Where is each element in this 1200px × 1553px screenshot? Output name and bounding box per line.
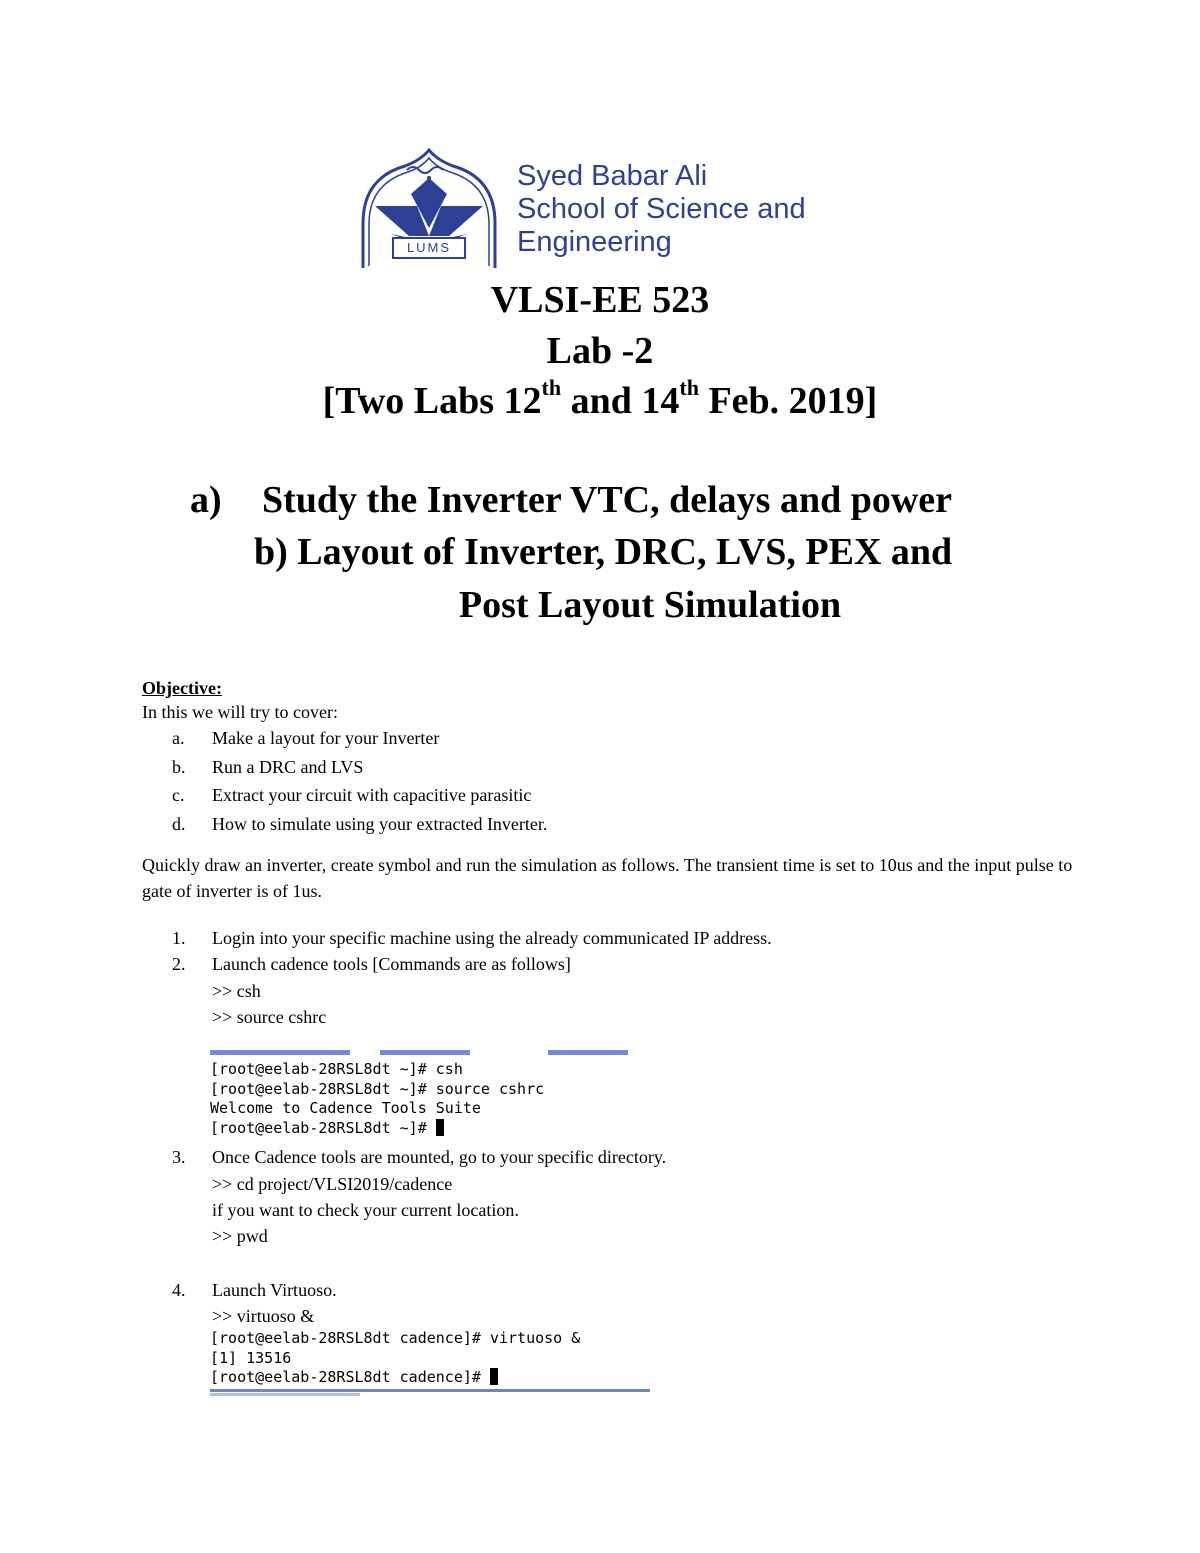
list-item [172,724,547,753]
command-line: >> cd project/VLSI2019/cadence [212,1174,453,1194]
terminal-fragment [380,1050,470,1055]
step-item [172,951,571,977]
school-name [517,160,806,259]
objective-list [172,724,547,838]
terminal-line [210,1368,580,1388]
terminal-fragment [548,1050,628,1055]
lab-goal-a-text: Study the Inverter VTC, delays and power [262,479,953,521]
terminal-line: [1] 13516 [210,1348,292,1367]
list-item-text: Extract your circuit with capacitive parasitic [212,785,532,805]
list-marker: d. [172,813,186,834]
lab-goal-a-label: a) [190,479,222,521]
instructions-paragraph: Quickly draw an inverter, create symbol and run the simulation as follows. The transient time is set to 10us and the input pulse to gate of inverter is of 1us. [142,855,1073,901]
objective-intro: In this we will try to cover: [142,702,338,722]
school-name-line: Syed Babar Ali [517,160,708,192]
lab-dates-mid: and 14 [561,380,680,422]
list-item-text: Make a layout for your Inverter [212,728,440,748]
terminal-line: Welcome to Cadence Tools Suite [210,1099,481,1117]
terminal-screenshot-2 [210,1329,580,1388]
list-item [172,810,547,839]
lab-goal-b: b) Layout of Inverter, DRC, LVS, PEX and [254,531,953,573]
cursor-block-icon [490,1368,498,1385]
terminal-prompt: [root@eelab-28RSL8dt ~]# [210,1118,436,1137]
terminal-line [210,1119,544,1139]
step-text: Login into your specific machine using the already communicated IP address. [212,928,772,948]
lab-dates-prefix: [Two Labs 12 [322,380,542,422]
command-line: >> virtuoso & [212,1306,315,1326]
ordinal-suffix: th [541,375,562,401]
step-marker: 4. [172,1280,186,1300]
terminal-line: [root@eelab-28RSL8dt ~]# csh [210,1060,463,1078]
terminal-fragment [210,1393,360,1396]
lab-goal-b-continued: Post Layout Simulation [458,584,842,626]
command-line: >> csh [212,981,261,1001]
terminal-window-edge [210,1389,650,1392]
terminal-line: [root@eelab-28RSL8dt cadence]# virtuoso & [210,1329,581,1347]
terminal-screenshot-1 [210,1060,544,1138]
lab-dates [0,375,1200,423]
terminal-prompt: [root@eelab-28RSL8dt cadence]# [210,1368,490,1386]
step-text: Once Cadence tools are mounted, go to your specific directory. [212,1147,667,1167]
ordinal-suffix: th [679,375,699,401]
list-item [172,753,547,782]
step-text: Launch Virtuoso. [212,1280,337,1300]
command-line: >> source cshrc [212,1007,327,1027]
step-item [172,1144,666,1170]
list-item [172,781,547,810]
logo-badge-text: LUMS [406,240,452,255]
course-title: VLSI-EE 523 [490,279,710,321]
list-marker: c. [172,785,185,805]
step-marker: 1. [172,928,186,948]
list-item-text: How to simulate using your extracted Inverter. [212,813,548,834]
step-text: Launch cadence tools [Commands are as follows] [212,954,571,974]
objective-heading: Objective: [142,678,222,698]
school-name-line: Engineering [517,226,672,258]
command-line: >> pwd [212,1226,268,1246]
terminal-cropped-edge [210,1050,630,1056]
list-marker: a. [172,728,185,748]
step-marker: 2. [172,954,186,974]
terminal-fragment [210,1050,350,1055]
step-item [172,1277,337,1303]
step-marker: 3. [172,1147,186,1167]
lab-dates-suffix: Feb. 2019] [698,380,878,422]
list-marker: b. [172,756,186,777]
list-item-text: Run a DRC and LVS [212,756,364,777]
lab-goal-a [190,478,1090,522]
terminal-line: [root@eelab-28RSL8dt ~]# source cshrc [210,1079,545,1098]
lab-number: Lab -2 [546,330,654,372]
school-logo [355,148,815,273]
command-note: if you want to check your current location. [212,1200,519,1220]
terminal-cropped-edge [210,1393,370,1397]
cursor-block-icon [436,1119,444,1136]
step-item [172,925,772,951]
school-name-line: School of Science and [517,193,806,225]
